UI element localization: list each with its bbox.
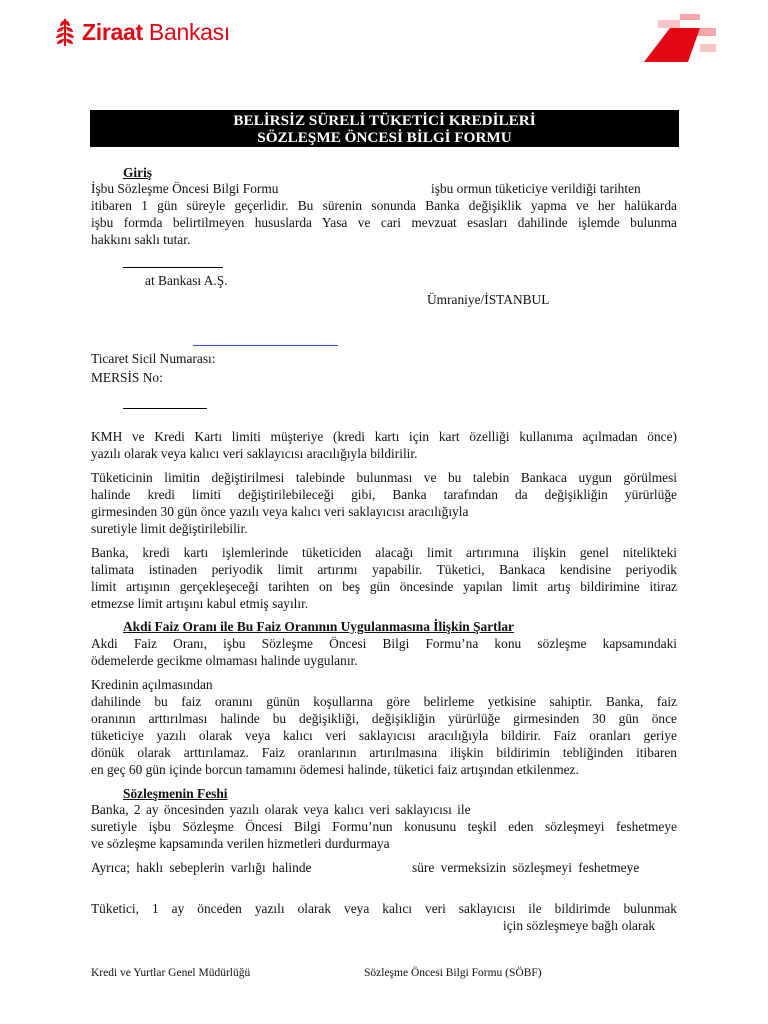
kmh-p3-line-3: limit artışının gerçekleşeceği tarihten on beş gün öncesinde yapılan limit artış bildirimine itiraz <box>91 579 677 594</box>
footer-center: Sözleşme Öncesi Bilgi Formu (SÖBF) <box>364 967 542 979</box>
brand-name: Ziraat Bankası <box>82 18 230 45</box>
fesih-p2-line-a: Ayrıca; haklı sebeplerin varlığı halinde <box>91 860 312 875</box>
fesih-p3-line-1: Tüketici, 1 ay önceden yazılı olarak veya kalıcı veri saklayıcısı ile bildirimde bulunmak <box>91 901 677 916</box>
title-line-1: BELİRSİZ SÜRELİ TÜKETİCİ KREDİLERİ <box>233 112 536 129</box>
bank-name: at Bankası A.Ş. <box>145 273 228 288</box>
kmh-p2-line-2: halinde kredi limiti değiştirilebileceği gibi, Banka tarafından da değişikliğin yürürlüğe <box>91 487 677 502</box>
signature-rule-2 <box>123 408 207 409</box>
kmh-p1-line-2: yazılı olarak veya kalıcı veri saklayıcısı aracılığıyla bildirilir. <box>91 446 418 461</box>
giris-line-4: hakkını saklı tutar. <box>91 232 191 247</box>
form-title <box>90 110 679 147</box>
akdi-p2-line-4: tüketiciye yazılı olarak veya kalıcı veri saklayıcısı aracılığıyla bildirir. Faiz oranları geriye <box>91 728 677 743</box>
kmh-p1-line-1: KMH ve Kredi Kartı limiti müşteriye (kredi kartı için kart özelliği kullanıma açılmadan önce) <box>91 429 677 444</box>
giris-line-3: işbu formda belirtilmeyen hususlarda Yasa ve cari mevzuat esasları dahilinde işlemde bulunma <box>91 215 677 230</box>
kmh-p2-line-4: suretiyle limit değiştirilebilir. <box>91 521 248 536</box>
wheat-logo-icon <box>54 17 76 47</box>
signature-rule-1 <box>123 267 223 268</box>
akdi-p2-line-6: en geç 60 gün içinde borcun tamamını ödemesi halinde, tüketici faiz artışından etkilenmez. <box>91 762 579 777</box>
fesih-p1-line-2: suretiyle işbu Sözleşme Öncesi Bilgi Formu’nun konusunu teşkil eden sözleşmeyi feshetmeye <box>91 819 677 834</box>
title-line-2: SÖZLEŞME ÖNCESİ BİLGİ FORMU <box>257 129 512 146</box>
fesih-heading: Sözleşmenin Feshi <box>123 786 228 801</box>
kmh-p2-line-3: girmesinden 30 gün önce yazılı veya kalıcı veri saklayıcısı aracılığıyla <box>91 504 469 519</box>
bank-city: Ümraniye/İSTANBUL <box>427 292 550 307</box>
giris-line-2: itibaren 1 gün süreyle geçerlidir. Bu sürenin sonunda Banka değişiklik yapma ve her halükarda <box>91 198 677 213</box>
akdi-p1-line-1: Akdi Faiz Oranı, işbu Sözleşme Öncesi Bilgi Formu’na konu sözleşme kapsamındaki <box>91 636 677 651</box>
akdi-p2-line-3: oranının arttırılması halinde bu değişikliği, değişikliğin yürürlüğe girmesinden 30 gün önce <box>91 711 677 726</box>
akdi-p2-line-5: dönük olarak arttırılamaz. Faiz oranlarının artırılmasına ilişkin bildirimin tebliğinden itibaren <box>91 745 677 760</box>
akdi-p2-line-2: dahilinde bu faiz oranını günün koşullarına göre belirleme yetkisine sahiptir. Banka, faiz <box>91 694 677 709</box>
fesih-p1-line-3: ve sözleşme kapsamında verilen hizmetleri durdurmaya <box>91 836 390 851</box>
kmh-p3-line-2: talimata istinaden periyodik limit artırımı yapabilir. Tüketici, Bankaca kendisine periyodik <box>91 562 677 577</box>
fesih-p1-line-1: Banka, 2 ay öncesinden yazılı olarak veya kalıcı veri saklayıcısı ile <box>91 802 471 817</box>
kmh-p3-line-1: Banka, kredi kartı işlemlerinde tüketiciden alacağı limit artırımına ilişkin genel nitelikteki <box>91 545 677 560</box>
giris-heading: Giriş <box>123 165 153 180</box>
akdi-heading: Akdi Faiz Oranı ile Bu Faiz Oranının Uygulanmasına İlişkin Şartlar <box>123 619 514 634</box>
akdi-p1-line-2: ödemelerde gecikme olmaması halinde uygulanır. <box>91 653 358 668</box>
fesih-p3-line-2: için sözleşmeye bağlı olarak <box>503 918 656 933</box>
kmh-p2-line-1: Tüketicinin limitin değiştirilmesi talebinde bulunması ve bu talebin Bankaca uygun görülmesi <box>91 470 677 485</box>
fesih-p2-line-b: süre vermeksizin sözleşmeyi feshetmeye <box>412 860 640 875</box>
kmh-p3-line-4: etmezse limit artışını kabul etmiş sayılır. <box>91 596 309 611</box>
link-underline <box>193 345 338 346</box>
bank-logo <box>54 14 230 50</box>
giris-line-1b: işbu ormun tüketiciye verildiği tarihten <box>431 181 641 196</box>
registry-label: Ticaret Sicil Numarası: <box>91 351 216 366</box>
footer-left: Kredi ve Yurtlar Genel Müdürlüğü <box>91 967 251 979</box>
corner-decoration-icon <box>640 14 716 64</box>
mersis-label: MERSİS No: <box>91 370 163 385</box>
giris-line-1a: İşbu Sözleşme Öncesi Bilgi Formu <box>91 181 279 196</box>
akdi-p2-line-1: Kredinin açılmasından <box>91 677 213 692</box>
